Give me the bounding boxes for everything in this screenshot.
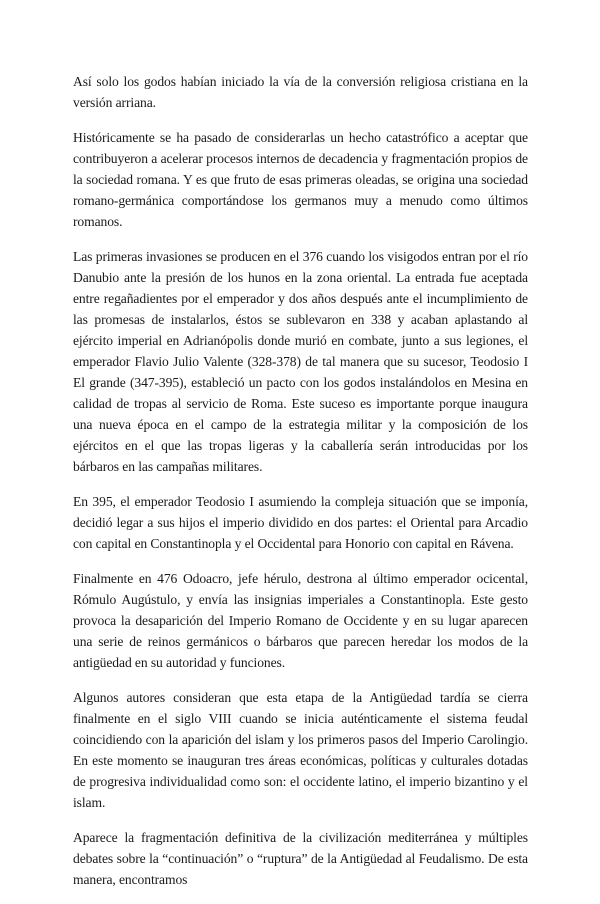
paragraph-6: Algunos autores consideran que esta etapa de la Antigüedad tardía se cierra finalmente en el siglo VIII cuando se inicia auténticamente el sistema feudal coincidiendo con la aparición del islam y los primeros pasos del Imperio Carolingio. En este momento se inauguran tres áreas económicas, políticas y culturales dotadas de progresiva individualidad como son: el occidente latino, el imperio bizantino y el islam. <box>73 690 528 810</box>
document-body <box>73 71 528 904</box>
paragraph-1: Así solo los godos habían iniciado la vía de la conversión religiosa cristiana en la versión arriana. <box>73 74 528 110</box>
paragraph-4: En 395, el emperador Teodosio I asumiendo la compleja situación que se imponía, decidió legar a sus hijos el imperio dividido en dos partes: el Oriental para Arcadio con capital en Constantinopla y el Occidental para Honorio con capital en Rávena. <box>73 494 528 551</box>
paragraph-2: Históricamente se ha pasado de considerarlas un hecho catastrófico a aceptar que contribuyeron a acelerar procesos internos de decadencia y fragmentación propios de la sociedad romana. Y es que fruto de esas primeras oleadas, se origina una sociedad romano-germánica comportándose los germanos muy a menudo como últimos romanos. <box>73 130 528 229</box>
paragraph-5: Finalmente en 476 Odoacro, jefe hérulo, destrona al último emperador ocicental, Rómulo Augústulo, y envía las insignias imperiales a Constantinopla. Este gesto provoca la desaparición del Imperio Romano de Occidente y en su lugar aparecen una serie de reinos germánicos o bárbaros que parecen heredar los modos de la antigüedad en su autoridad y funciones. <box>73 571 528 670</box>
paragraph-3: Las primeras invasiones se producen en el 376 cuando los visigodos entran por el río Danubio ante la presión de los hunos en la zona oriental. La entrada fue aceptada entre regañadientes por el emperador y dos años después ante el incumplimiento de las promesas de instalarlos, éstos se sublevaron en 338 y acaban aplastando al ejército imperial en Adrianópolis donde murió en combate, junto a sus legiones, el emperador Flavio Julio Valente (328-378) de tal manera que su sucesor, Teodosio I El grande (347-395), estableció un pacto con los godos instalándolos en Mesina en calidad de tropas al servicio de Roma. Este suceso es importante porque inaugura una nueva época en el campo de la estrategia militar y la composición de los ejércitos en el que las tropas ligeras y la caballería serán introducidas por los bárbaros en las campañas militares. <box>73 249 528 474</box>
paragraph-7: Aparece la fragmentación definitiva de la civilización mediterránea y múltiples debates sobre la “continuación” o “ruptura” de la Antigüedad al Feudalismo. De esta manera, encontramos <box>73 830 528 887</box>
